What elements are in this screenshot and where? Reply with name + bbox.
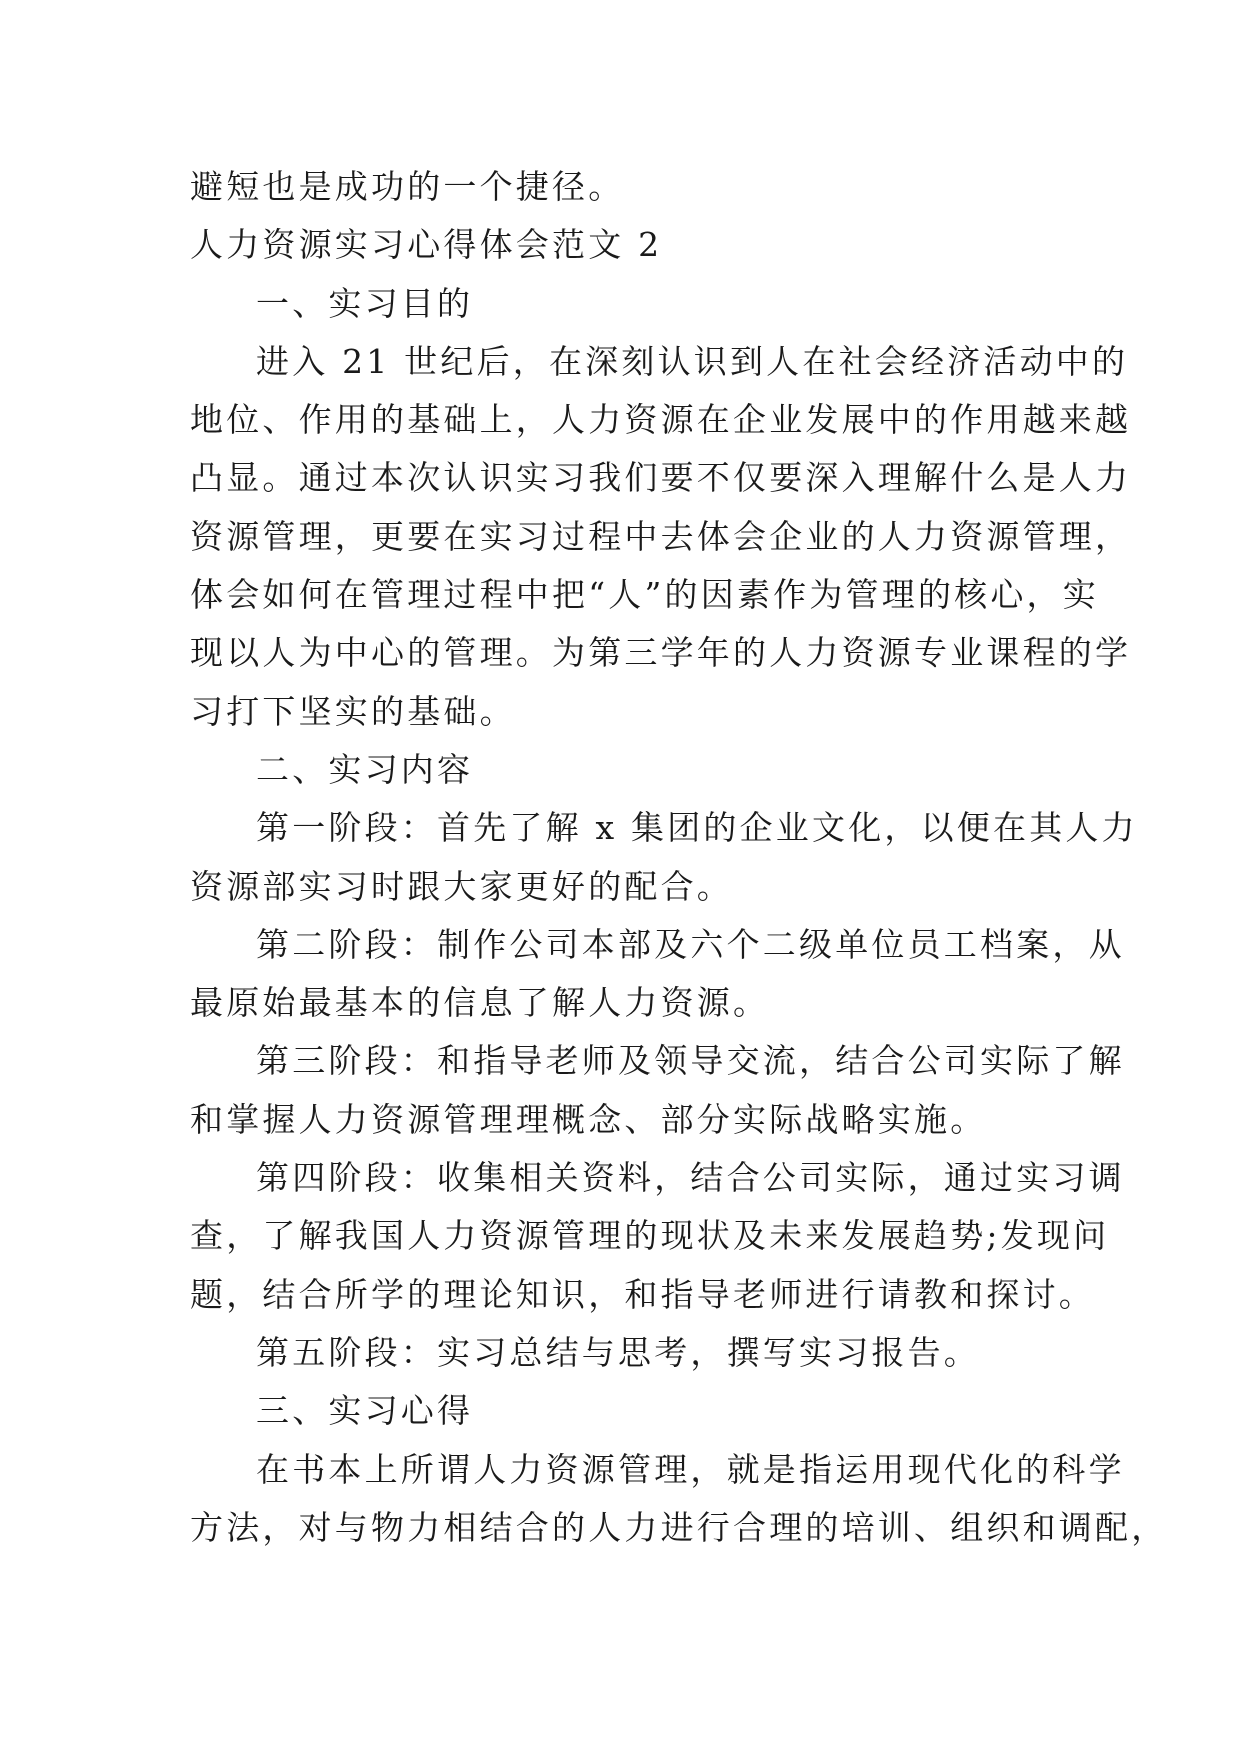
text-line: 三、实习心得	[256, 1391, 474, 1431]
text-line: 体会如何在管理过程中把“人”的因素作为管理的核心，实	[190, 575, 1099, 615]
document-body	[190, 158, 1168, 1557]
text-line: 第二阶段：制作公司本部及六个二级单位员工档案，从	[256, 924, 1125, 964]
text-line: 一、实习目的	[256, 283, 474, 323]
text-line: 方法，对与物力相结合的人力进行合理的培训、组织和调配，	[190, 1507, 1168, 1547]
text-line: 第四阶段：收集相关资料，结合公司实际，通过实习调	[256, 1158, 1125, 1198]
text-line: 题，结合所学的理论知识，和指导老师进行请教和探讨。	[190, 1274, 1095, 1314]
text-line: 第三阶段：和指导老师及领导交流，结合公司实际了解	[256, 1041, 1125, 1081]
text-line: 和掌握人力资源管理理概念、部分实际战略实施。	[190, 1099, 987, 1139]
text-line: 习打下坚实的基础。	[190, 691, 516, 731]
text-line: 最原始最基本的信息了解人力资源。	[190, 983, 770, 1023]
text-line: 第一阶段：首先了解 x 集团的企业文化，以便在其人力	[256, 808, 1138, 848]
text-line: 查，了解我国人力资源管理的现状及未来发展趋势;发现问	[190, 1216, 1110, 1256]
text-line: 二、实习内容	[256, 749, 474, 789]
text-line: 资源部实习时跟大家更好的配合。	[190, 866, 733, 906]
text-line: 凸显。通过本次认识实习我们要不仅要深入理解什么是人力	[190, 458, 1132, 498]
text-line: 进入 21 世纪后，在深刻认识到人在社会经济活动中的	[256, 341, 1129, 381]
text-line: 第五阶段：实习总结与思考，撰写实习报告。	[256, 1332, 980, 1372]
text-line: 在书本上所谓人力资源管理，就是指运用现代化的科学	[256, 1449, 1125, 1489]
text-line: 资源管理，更要在实习过程中去体会企业的人力资源管理，	[190, 516, 1132, 556]
text-line: 地位、作用的基础上，人力资源在企业发展中的作用越来越	[190, 400, 1132, 440]
text-line: 现以人为中心的管理。为第三学年的人力资源专业课程的学	[190, 633, 1132, 673]
text-line: 避短也是成功的一个捷径。	[190, 167, 625, 206]
text-line: 人力资源实习心得体会范文 2	[190, 225, 663, 265]
